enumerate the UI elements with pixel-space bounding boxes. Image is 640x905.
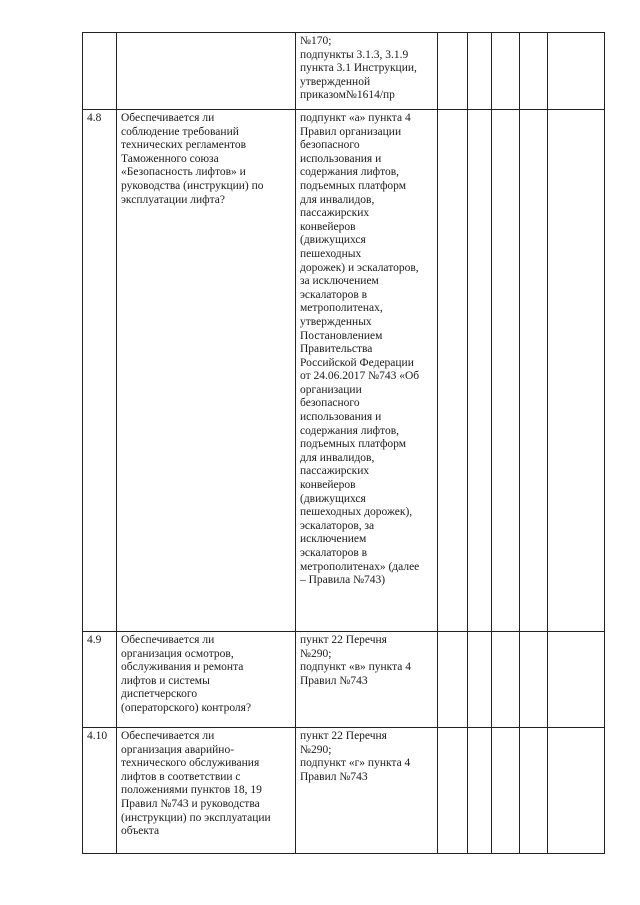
answer-cell [438,632,468,728]
answer-cell [468,33,492,110]
item-number: 4.10 [83,728,117,854]
note-cell [548,110,605,632]
reference-cell: пункт 22 Перечня №290; подпункт «в» пункта 4 Правил №743 [296,632,438,728]
reference-cell: подпункт «а» пункта 4 Правил организации безопасного использования и содержания лифтов, подъемных платформ для инвалидов, пассажирских конвейеров (движущихся пешеходных дорожек) и эскалаторов, за исключением эскалаторов в метрополитенах, утвержденных Постановлением Правительства Российской Федерации от 24.06.2017 №743 «Об организации безопасного использования и содержания лифтов, подъемных платформ для инвалидов, пассажирских конвейеров (движущихся пешеходных дорожек), эскалаторов, за исключением эскалаторов в метрополитенах» (далее – Правила №743) [296,110,438,632]
answer-cell [492,728,520,854]
answer-cell [520,632,548,728]
item-number: 4.8 [83,110,117,632]
table-row [83,110,605,632]
answer-cell [520,728,548,854]
answer-cell [520,33,548,110]
answer-cell [468,728,492,854]
answer-cell [492,632,520,728]
note-cell [548,728,605,854]
question-cell: Обеспечивается ли организация аварийно- технического обслуживания лифтов в соответствии с положениями пунктов 18, 19 Правил №743 и руководства (инструкции) по эксплуатации объекта [117,728,296,854]
answer-cell [492,33,520,110]
answer-cell [492,110,520,632]
reference-cell: №170; подпункты 3.1.3, 3.1.9 пункта 3.1 Инструкции, утвержденной приказом№1614/пр [296,33,438,110]
answer-cell [438,33,468,110]
question-cell: Обеспечивается ли организация осмотров, обслуживания и ремонта лифтов и системы диспетчерского (операторского) контроля? [117,632,296,728]
table-row [83,728,605,854]
answer-cell [438,110,468,632]
item-number [83,33,117,110]
reference-cell: пункт 22 Перечня №290; подпункт «г» пункта 4 Правил №743 [296,728,438,854]
answer-cell [438,728,468,854]
answer-cell [520,110,548,632]
table-row [83,632,605,728]
answer-cell [468,632,492,728]
table-row [83,33,605,110]
question-cell [117,33,296,110]
note-cell [548,632,605,728]
question-cell: Обеспечивается ли соблюдение требований технических регламентов Таможенного союза «Безопасность лифтов» и руководства (инструкции) по эксплуатации лифта? [117,110,296,632]
item-number: 4.9 [83,632,117,728]
answer-cell [468,110,492,632]
checklist-table [82,32,605,854]
note-cell [548,33,605,110]
